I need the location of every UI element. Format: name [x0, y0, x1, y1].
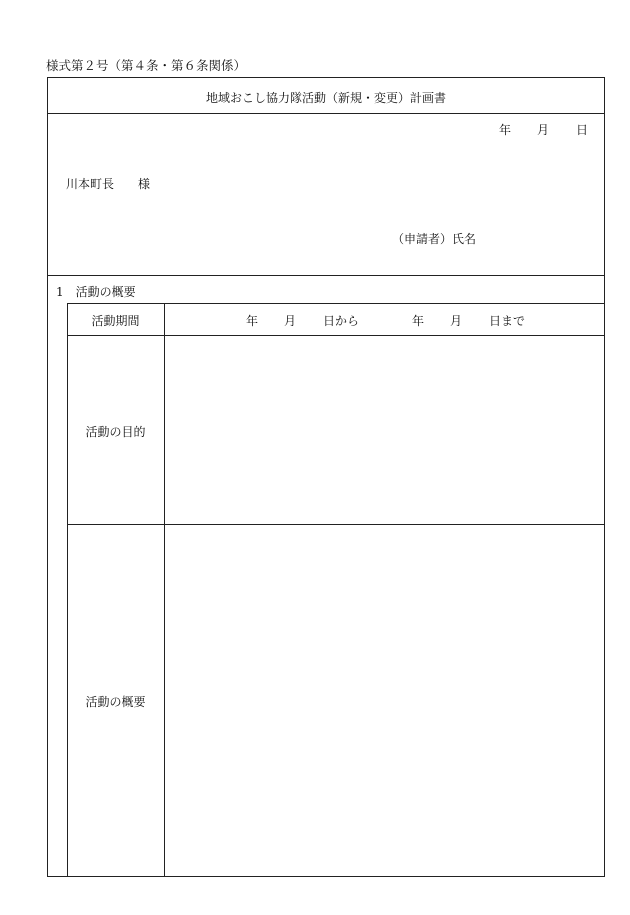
section1-heading: 1 活動の概要	[56, 285, 136, 299]
date-year: 年	[499, 123, 512, 137]
activity-overview-label: 活動の概要	[85, 695, 146, 709]
date-month: 月	[537, 123, 550, 137]
applicant-name-label: （申請者）氏名	[392, 232, 477, 246]
title-divider	[47, 113, 605, 114]
period-start-month: 月	[284, 314, 297, 328]
period-end-day: 日まで	[489, 314, 526, 328]
period-end-year: 年	[412, 314, 425, 328]
activity-purpose-field[interactable]	[165, 336, 604, 523]
section-divider	[47, 275, 605, 276]
activity-overview-field[interactable]	[165, 525, 604, 876]
period-start-day: 日から	[323, 314, 360, 328]
activity-purpose-label: 活動の目的	[85, 425, 146, 439]
activity-period-label: 活動期間	[91, 314, 140, 328]
period-start-year: 年	[246, 314, 259, 328]
addressee: 川本町長 様	[66, 177, 151, 191]
form-title: 地域おこし協力隊活動（新規・変更）計画書	[205, 91, 446, 105]
period-end-month: 月	[450, 314, 463, 328]
date-day: 日	[576, 123, 589, 137]
form-number: 様式第２号（第４条・第６条関係）	[46, 58, 247, 73]
